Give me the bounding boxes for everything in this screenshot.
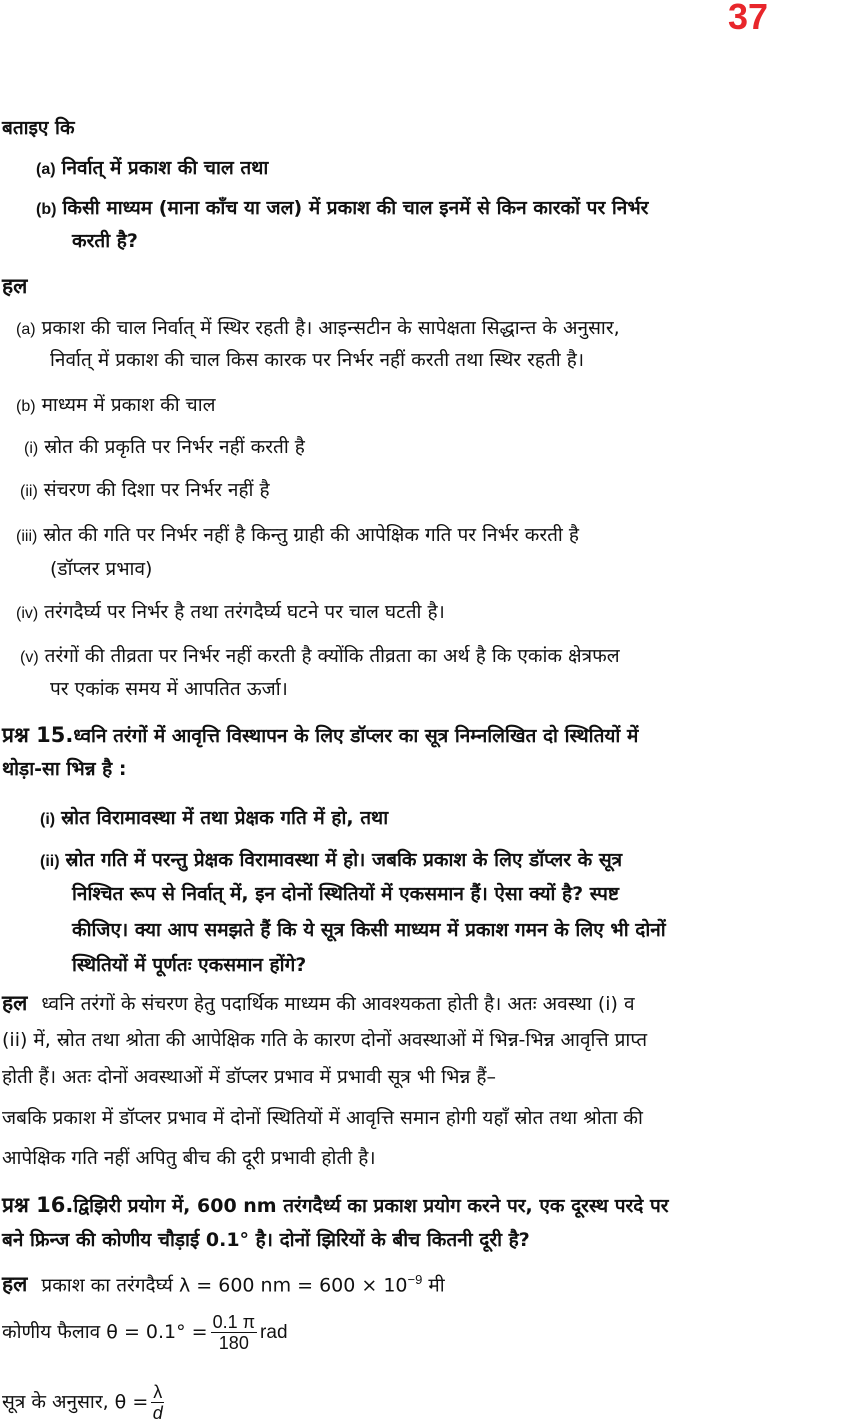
solution-15-line: (ii) में, स्रोत तथा श्रोता की आपेक्षिक गति के कारण दोनों अवस्थाओं में भिन्न-भिन्न आवृत्ति प्राप्त [2, 1029, 648, 1051]
item-text: संचरण की दिशा पर निर्भर नहीं है [43, 479, 270, 501]
solution-16-line3 [2, 1382, 167, 1423]
solution-15-line: जबकि प्रकाश में डॉप्लर प्रभाव में दोनों स्थितियों में आवृत्ति समान होगी यहाँ स्रोत तथा श्रोता की [2, 1107, 643, 1129]
item-text: प्रकाश की चाल निर्वात् में स्थिर रहती है। आइन्सटीन के सापेक्षता सिद्धान्त के अनुसार, [41, 317, 620, 339]
question-text: द्विझिरी प्रयोग में, 600 nm तरंगदैर्ध्य का प्रकाश प्रयोग करने पर, एक दूरस्थ परदे पर [73, 1195, 669, 1217]
item-text: तरंगदैर्घ्य पर निर्भर है तथा तरंगदैर्घ्य घटने पर चाल घटती है। [44, 601, 445, 623]
question-item-b-cont: करती है? [72, 230, 138, 252]
question-15-ii [40, 847, 622, 875]
item-label: (a) [16, 321, 36, 338]
solution-point [20, 643, 620, 671]
item-label: (a) [36, 161, 56, 178]
solution-point [20, 477, 270, 505]
item-text: माध्यम में प्रकाश की चाल [41, 394, 216, 416]
solution-point [16, 599, 445, 627]
question-15-cont: थोड़ा-सा भिन्न है : [2, 758, 127, 780]
fraction [211, 1312, 257, 1353]
exponent: −9 [407, 1272, 423, 1287]
question-label: प्रश्न 15. [2, 723, 74, 747]
item-text: किसी माध्यम (माना काँच या जल) में प्रकाश की चाल इनमें से किन कारकों पर निर्भर [62, 197, 649, 219]
solution-16-line2 [2, 1312, 288, 1353]
question-15-ii-cont: स्थितियों में पूर्णतः एकसमान होंगे? [72, 954, 307, 976]
question-15-ii-cont: निश्चित रूप से निर्वात् में, इन दोनों स्थितियों में एकसमान हैं। ऐसा क्यों है? स्पष्ट [72, 883, 620, 905]
unit-text: rad [260, 1322, 288, 1343]
solution-heading: हल [2, 274, 28, 298]
solution-point [16, 522, 579, 550]
intro-text: बताइए कि [2, 117, 75, 139]
item-text: तरंगों की तीव्रता पर निर्भर नहीं करती है क्योंकि तीव्रता का अर्थ है कि एकांक क्षेत्रफल [44, 645, 620, 667]
item-label: (iv) [16, 605, 39, 622]
solution-b [16, 392, 216, 420]
denominator: d [152, 1403, 163, 1423]
page-number: 37 [728, 0, 769, 37]
item-text: स्रोत की गति पर निर्भर नहीं है किन्तु ग्राही की आपेक्षिक गति पर निर्भर करती है [43, 524, 579, 546]
solution-a-cont: निर्वात् में प्रकाश की चाल किस कारक पर निर्भर नहीं करती तथा स्थिर रहती है। [50, 349, 585, 371]
item-text: स्रोत विरामावस्था में तथा प्रेक्षक गति में हो, तथा [61, 807, 389, 829]
item-label: (ii) [20, 483, 38, 500]
solution-text: सूत्र के अनुसार, θ = [2, 1391, 149, 1413]
fraction [151, 1382, 164, 1423]
item-text: स्रोत गति में परन्तु प्रेक्षक विरामावस्था में हो। जबकि प्रकाश के लिए डॉप्लर के सूत्र [65, 849, 623, 871]
solution-point-cont: पर एकांक समय में आपतित ऊर्जा। [50, 678, 288, 700]
solution-text: ध्वनि तरंगों के संचरण हेतु पदार्थिक माध्यम की आवश्यकता होती है। अतः अवस्था (i) व [41, 993, 635, 1015]
question-15-ii-cont: कीजिए। क्या आप समझते हैं कि ये सूत्र किसी माध्यम में प्रकाश गमन के लिए भी दोनों [72, 919, 666, 941]
item-label: (i) [24, 440, 39, 457]
solution-text: कोणीय फैलाव θ = 0.1° = [2, 1321, 208, 1343]
question-text: ध्वनि तरंगों में आवृत्ति विस्थापन के लिए डॉप्लर का सूत्र निम्नलिखित दो स्थितियों में [73, 725, 639, 747]
solution-heading: हल [2, 991, 28, 1015]
denominator: 180 [218, 1333, 249, 1353]
solution-a [16, 315, 620, 343]
solution-15-line: होती हैं। अतः दोनों अवस्थाओं में डॉप्लर प्रभाव में प्रभावी सूत्र भी भिन्न हैं– [2, 1066, 496, 1088]
item-label: (b) [36, 201, 57, 218]
item-label: (ii) [40, 853, 60, 870]
solution-text: प्रकाश का तरंगदैर्घ्य λ = 600 nm = 600 × 10 [41, 1274, 408, 1297]
question-15 [2, 722, 638, 749]
question-item-b [36, 195, 648, 223]
item-label: (v) [20, 649, 39, 666]
item-label: (i) [40, 811, 56, 828]
item-text: स्रोत की प्रकृति पर निर्भर नहीं करती है [44, 436, 305, 458]
solution-heading: हल [2, 1272, 28, 1297]
solution-point [24, 434, 305, 462]
question-item-a [36, 155, 268, 183]
numerator: λ [153, 1382, 163, 1402]
item-label: (iii) [16, 528, 38, 545]
numerator: 0.1 π [212, 1312, 256, 1332]
item-text: निर्वात् में प्रकाश की चाल तथा [61, 157, 269, 179]
question-15-i [40, 805, 388, 833]
solution-16-line1 [2, 1267, 445, 1298]
solution-point-cont: (डॉप्लर प्रभाव) [50, 558, 153, 580]
item-label: (b) [16, 398, 36, 415]
question-16 [2, 1192, 669, 1219]
solution-15-line [2, 990, 635, 1017]
unit-text: मी [422, 1274, 445, 1297]
question-16-cont: बने फ्रिन्ज की कोणीय चौड़ाई 0.1° है। दोनों झिरियों के बीच कितनी दूरी है? [2, 1229, 530, 1251]
question-label: प्रश्न 16. [2, 1193, 74, 1217]
solution-15-line: आपेक्षिक गति नहीं अपितु बीच की दूरी प्रभावी होती है। [2, 1147, 376, 1169]
